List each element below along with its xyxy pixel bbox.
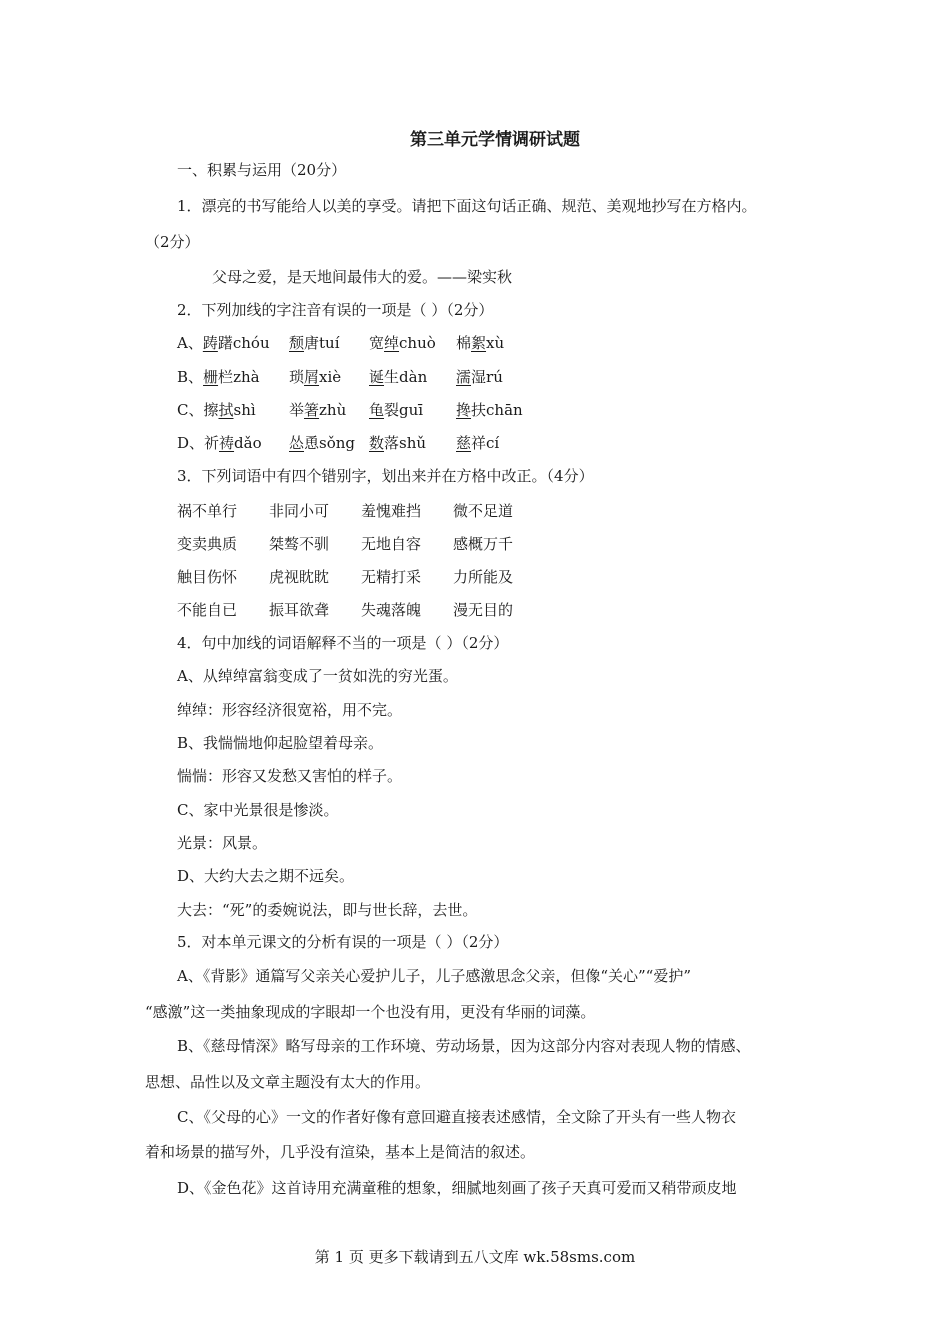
q3-word: 振耳欲聋	[269, 601, 330, 619]
pinyin: chóu	[232, 334, 270, 352]
q3-word: 无精打采	[361, 568, 422, 586]
underlined-char: 搀	[456, 401, 472, 419]
page-footer: 第 1 页 更多下载请到五八文库 wk.58sms.com	[314, 1248, 636, 1266]
q3-word: 触目伤怀	[177, 568, 238, 586]
q2-stem: 2．下列加线的字注音有误的一项是（ ）（2分）	[177, 301, 494, 319]
q2-option-item: 怂恿sǒng	[289, 434, 356, 452]
q3-word: 非同小可	[269, 502, 330, 520]
pinyin: zhà	[233, 368, 260, 386]
underlined-char: 颓	[289, 334, 305, 352]
q4-line: 惴惴：形容又发愁又害怕的样子。	[177, 767, 403, 785]
section-heading: 一、积累与运用（20分）	[177, 161, 347, 179]
pinyin: chuò	[399, 334, 436, 352]
underlined-char: 绰	[384, 334, 400, 352]
underlined-char: 屑	[304, 368, 320, 386]
q5-option-a-line1: A、《背影》通篇写父亲关心爱护儿子，儿子感激思念父亲，但像“关心”“爱护”	[177, 967, 692, 985]
pinyin: tuí	[319, 334, 340, 352]
q3-stem: 3．下列词语中有四个错别字，划出来并在方格中改正。（4分）	[177, 467, 594, 485]
pinyin: shǔ	[399, 434, 427, 452]
q2-option-item: 诞生dàn	[369, 368, 428, 386]
q3-word: 微不足道	[453, 502, 514, 520]
q2-option-item: B、栅栏zhà	[177, 368, 260, 386]
q3-word: 漫无目的	[453, 601, 514, 619]
q4-line: B、我惴惴地仰起脸望着母亲。	[177, 734, 384, 752]
q3-word-row	[177, 500, 545, 521]
pinyin: xù	[486, 334, 505, 352]
pinyin: guī	[399, 401, 424, 419]
pinyin: zhù	[319, 401, 347, 419]
q1-quote: 父母之爱，是天地间最伟大的爱。——梁实秋	[212, 268, 513, 286]
pinyin: cí	[486, 434, 500, 452]
q2-option-item: A、踌躇chóu	[177, 334, 270, 352]
q3-word: 桀骜不驯	[269, 535, 330, 553]
q3-word: 羞愧难挡	[361, 502, 422, 520]
q4-line: 绰绰：形容经济很宽裕，用不完。	[177, 701, 403, 719]
q5-option-d-line1: D、《金色花》这首诗用充满童稚的想象，细腻地刻画了孩子天真可爱而又稍带顽皮地	[177, 1179, 737, 1197]
q2-option-item: 慈祥cí	[456, 434, 500, 452]
q3-word: 无地自容	[361, 535, 422, 553]
q1-stem: 1．漂亮的书写能给人以美的享受。请把下面这句话正确、规范、美观地抄写在方格内。	[177, 197, 757, 215]
pinyin: dàn	[399, 368, 428, 386]
q3-word-row	[177, 566, 545, 587]
underlined-char: 慈	[456, 434, 472, 452]
q5-option-b-line1: B、《慈母情深》略写母亲的工作环境、劳动场景，因为这部分内容对表现人物的情感、	[177, 1037, 751, 1055]
q4-line: D、大约大去之期不远矣。	[177, 867, 355, 885]
q2-option-item: 宽绰chuò	[369, 334, 436, 352]
pinyin: sǒng	[319, 434, 356, 452]
q3-word: 祸不单行	[177, 502, 238, 520]
underlined-char: 怂	[289, 434, 305, 452]
q3-word-row	[177, 599, 545, 620]
q3-word: 虎视眈眈	[269, 568, 330, 586]
q4-line: A、从绰绰富翁变成了一贫如洗的穷光蛋。	[177, 667, 458, 685]
q2-option-item: 濡湿rú	[456, 368, 503, 386]
q2-option-item: C、擦拭shì	[177, 401, 256, 419]
underlined-char: 箸	[304, 401, 320, 419]
underlined-char: 祷	[219, 434, 235, 452]
q2-option-item: 搀扶chān	[456, 401, 523, 419]
q1-score: （2分）	[145, 233, 200, 251]
underlined-char: 数	[369, 434, 385, 452]
pinyin: chān	[486, 401, 523, 419]
underlined-char: 絮	[471, 334, 487, 352]
underlined-char: 踌	[202, 334, 218, 352]
q5-stem: 5．对本单元课文的分析有误的一项是（ ）（2分）	[177, 933, 509, 951]
q2-option-item: 数落shǔ	[369, 434, 427, 452]
underlined-char: 龟	[369, 401, 385, 419]
pinyin: rú	[486, 368, 503, 386]
q2-option-item: 琐屑xiè	[289, 368, 342, 386]
underlined-char: 拭	[218, 401, 234, 419]
q2-option-item: D、祈祷dǎo	[177, 434, 262, 452]
q5-option-c-line1: C、《父母的心》一文的作者好像有意回避直接表述感情，全文除了开头有一些人物衣	[177, 1108, 736, 1126]
q2-option-item: 举箸zhù	[289, 401, 347, 419]
q4-line: 光景：风景。	[177, 834, 268, 852]
q3-word: 失魂落魄	[361, 601, 422, 619]
q5-option-c-line2: 着和场景的描写外，几乎没有渲染，基本上是简洁的叙述。	[145, 1143, 536, 1161]
pinyin: xiè	[319, 368, 342, 386]
underlined-char: 诞	[369, 368, 385, 386]
pinyin: shì	[233, 401, 256, 419]
q2-option-item: 颓唐tuí	[289, 334, 340, 352]
q5-option-a-line2: “感激”这一类抽象现成的字眼却一个也没有用，更没有华丽的词藻。	[145, 1003, 596, 1021]
q4-stem: 4．句中加线的词语解释不当的一项是（ ）（2分）	[177, 634, 509, 652]
q3-word: 变卖典质	[177, 535, 238, 553]
underlined-char: 栅	[203, 368, 219, 386]
q3-word: 不能自已	[177, 601, 238, 619]
underlined-char: 濡	[456, 368, 472, 386]
q3-word-row	[177, 533, 545, 554]
q2-option-item: 棉絮xù	[456, 334, 505, 352]
pinyin: dǎo	[234, 434, 262, 452]
q4-line: C、家中光景很是惨淡。	[177, 801, 339, 819]
q5-option-b-line2: 思想、品性以及文章主题没有太大的作用。	[145, 1073, 431, 1091]
q4-line: 大去：“死”的委婉说法，即与世长辞，去世。	[177, 901, 478, 919]
page-title: 第三单元学情调研试题	[410, 130, 580, 150]
q3-word: 力所能及	[453, 568, 514, 586]
q2-option-item: 龟裂guī	[369, 401, 424, 419]
q3-word: 感概万千	[453, 535, 514, 553]
